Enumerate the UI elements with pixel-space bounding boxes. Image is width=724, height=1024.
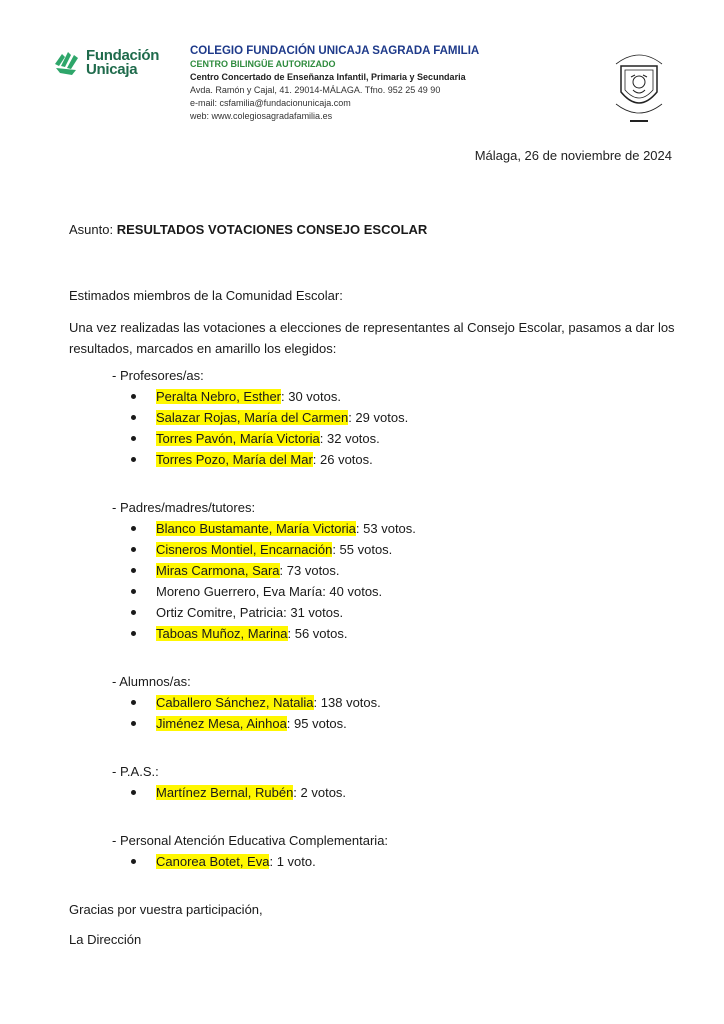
group-title: - Alumnos/as: [112,674,191,689]
candidate-votes: : 26 votos. [312,452,373,467]
subject-label: Asunto: [69,222,114,237]
candidate-item [131,407,677,428]
group-spacer [69,644,677,665]
candidate-name: Peralta Nebro, Esther [156,389,282,404]
email: e-mail: csfamilia@fundacionunicaja.com [190,98,351,108]
group-title: - Personal Atención Educativa Complementaria: [112,833,389,848]
candidate-name: Martínez Bernal, Rubén [156,785,294,800]
candidate-item [131,602,677,623]
bilingual-label: CENTRO BILINGÜE AUTORIZADO [190,59,336,69]
candidate-list [112,782,677,803]
candidate-list [112,692,677,734]
result-group [112,497,677,644]
candidate-votes: : 56 votos. [287,626,348,641]
candidate-item [131,851,677,872]
candidate-name: Cisneros Montiel, Encarnación [156,542,333,557]
candidate-name: Torres Pozo, María del Mar [156,452,313,467]
fundacion-unicaja-logo [52,48,159,78]
result-group [112,671,677,734]
candidate-votes: : 2 votos. [293,785,347,800]
candidate-votes: : 31 votos. [283,605,344,620]
candidate-item [131,692,677,713]
candidate-name: Canorea Botet, Eva [156,854,270,869]
candidate-item [131,623,677,644]
candidate-votes: : 1 voto. [269,854,316,869]
logo-line-2: Unicaja [86,61,138,78]
school-name: COLEGIO FUNDACIÓN UNICAJA SAGRADA FAMILIA [190,45,480,57]
center-type: Centro Concertado de Enseñanza Infantil, Primaria y Secundaria [190,72,466,82]
candidate-item [131,428,677,449]
logo-line-1: Fundación [86,47,160,64]
greeting: Estimados miembros de la Comunidad Escolar: [69,288,343,303]
address: Avda. Ramón y Cajal, 41. 29014-MÁLAGA. Tfno. 952 25 49 90 [190,85,441,95]
candidate-name: Caballero Sánchez, Natalia [156,695,314,710]
candidate-name: Torres Pavón, María Victoria [156,431,320,446]
candidate-votes: : 95 votos. [286,716,347,731]
candidate-name: Moreno Guerrero, Eva María [156,584,323,599]
candidate-item [131,782,677,803]
group-spacer [69,734,677,755]
candidate-name: Blanco Bustamante, María Victoria [156,521,356,536]
candidate-name: Miras Carmona, Sara [156,563,280,578]
candidate-name: Ortiz Comitre, Patricia [156,605,284,620]
candidate-votes: : 40 votos. [322,584,383,599]
group-spacer [69,470,677,491]
group-title: - Padres/madres/tutores: [112,500,256,515]
website: web: www.colegiosagradafamilia.es [190,111,333,121]
school-seal-icon [604,44,674,126]
candidate-votes: : 30 votos. [281,389,341,404]
candidate-name: Salazar Rojas, María del Carmen [156,410,349,425]
result-group [112,830,677,872]
candidate-list [112,851,677,872]
letter-date: Málaga, 26 de noviembre de 2024 [474,148,672,163]
candidate-item [131,581,677,602]
candidate-votes: : 53 votos. [355,521,416,536]
candidate-item [131,560,677,581]
candidate-votes: : 55 votos. [332,542,393,557]
candidate-item [131,518,677,539]
letter-body [69,222,677,947]
candidate-item [131,539,677,560]
candidate-list [112,386,677,470]
result-group [112,365,677,470]
candidate-votes: : 138 votos. [313,695,381,710]
candidate-votes: : 32 votos. [319,431,380,446]
group-title: - P.A.S.: [112,764,159,779]
candidate-name: Jiménez Mesa, Ainhoa [156,716,287,731]
unicaja-leaf-icon [52,48,82,78]
subject-text: RESULTADOS VOTACIONES CONSEJO ESCOLAR [116,222,428,237]
group-spacer [69,803,677,824]
intro-paragraph: Una vez realizadas las votaciones a elecciones de representantes al Consejo Escolar, pasamos a dar los resultados, marcados en amarillo los elegidos: [69,320,675,356]
result-group [112,761,677,803]
candidate-votes: : 29 votos. [348,410,409,425]
candidate-name: Taboas Muñoz, Marina [156,626,288,641]
results-list [69,365,677,872]
closing-line: Gracias por vuestra participación, [69,902,263,917]
candidate-list [112,518,677,644]
candidate-item [131,449,677,470]
candidate-item [131,713,677,734]
candidate-item [131,386,677,407]
group-title: - Profesores/as: [112,368,204,383]
candidate-votes: : 73 votos. [279,563,340,578]
subject-line [69,222,677,237]
signature: La Dirección [69,932,142,947]
letterhead [190,44,479,123]
